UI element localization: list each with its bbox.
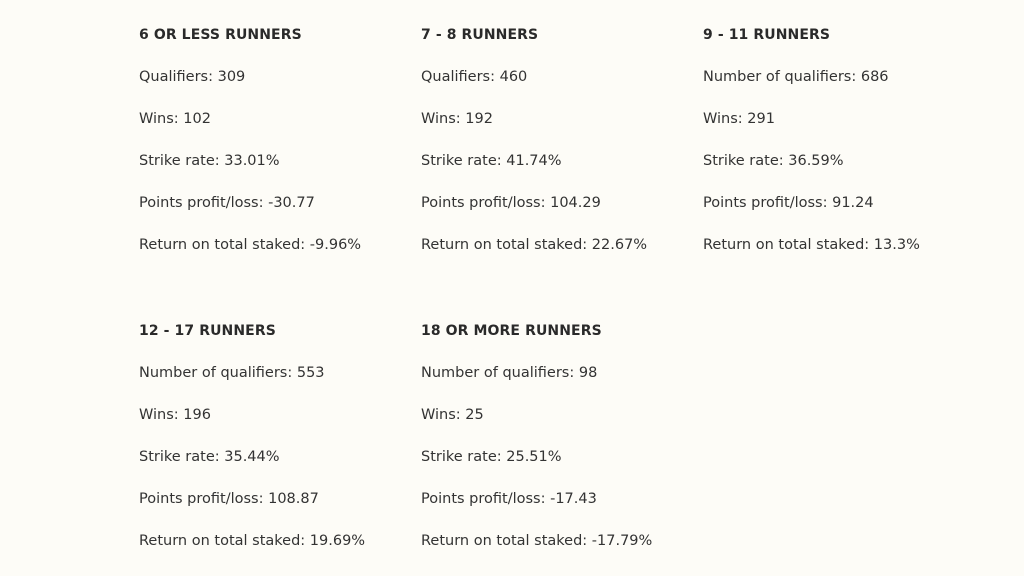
return-on-staked-stat: Return on total staked: 22.67% — [421, 237, 648, 253]
points-profit-loss-stat: Points profit/loss: -30.77 — [139, 195, 315, 211]
points-profit-loss-stat: Points profit/loss: -17.43 — [421, 491, 597, 507]
qualifiers-stat: Qualifiers: 460 — [421, 69, 528, 85]
return-on-staked-stat: Return on total staked: -9.96% — [139, 237, 362, 253]
points-profit-loss-stat: Points profit/loss: 104.29 — [421, 195, 601, 211]
section-18-or-more-runners — [421, 321, 691, 551]
wins-stat: Wins: 25 — [421, 407, 484, 423]
return-on-staked-stat: Return on total staked: 13.3% — [703, 237, 920, 253]
section-heading: 7 - 8 RUNNERS — [421, 27, 539, 43]
section-heading: 9 - 11 RUNNERS — [703, 27, 831, 43]
strike-rate-stat: Strike rate: 36.59% — [703, 153, 844, 169]
qualifiers-stat: Number of qualifiers: 98 — [421, 365, 598, 381]
strike-rate-stat: Strike rate: 25.51% — [421, 449, 562, 465]
section-6-or-less-runners — [139, 25, 409, 255]
return-on-staked-stat: Return on total staked: 19.69% — [139, 533, 366, 549]
qualifiers-stat: Number of qualifiers: 686 — [703, 69, 889, 85]
section-heading: 6 OR LESS RUNNERS — [139, 27, 302, 43]
strike-rate-stat: Strike rate: 35.44% — [139, 449, 280, 465]
points-profit-loss-stat: Points profit/loss: 108.87 — [139, 491, 319, 507]
strike-rate-stat: Strike rate: 41.74% — [421, 153, 562, 169]
wins-stat: Wins: 291 — [703, 111, 775, 127]
qualifiers-stat: Qualifiers: 309 — [139, 69, 246, 85]
points-profit-loss-stat: Points profit/loss: 91.24 — [703, 195, 874, 211]
wins-stat: Wins: 196 — [139, 407, 211, 423]
section-7-8-runners — [421, 25, 691, 255]
qualifiers-stat: Number of qualifiers: 553 — [139, 365, 325, 381]
section-heading: 18 OR MORE RUNNERS — [421, 323, 602, 339]
section-12-17-runners — [139, 321, 409, 551]
wins-stat: Wins: 192 — [421, 111, 493, 127]
return-on-staked-stat: Return on total staked: -17.79% — [421, 533, 653, 549]
strike-rate-stat: Strike rate: 33.01% — [139, 153, 280, 169]
section-heading: 12 - 17 RUNNERS — [139, 323, 276, 339]
wins-stat: Wins: 102 — [139, 111, 211, 127]
section-9-11-runners — [703, 25, 973, 255]
